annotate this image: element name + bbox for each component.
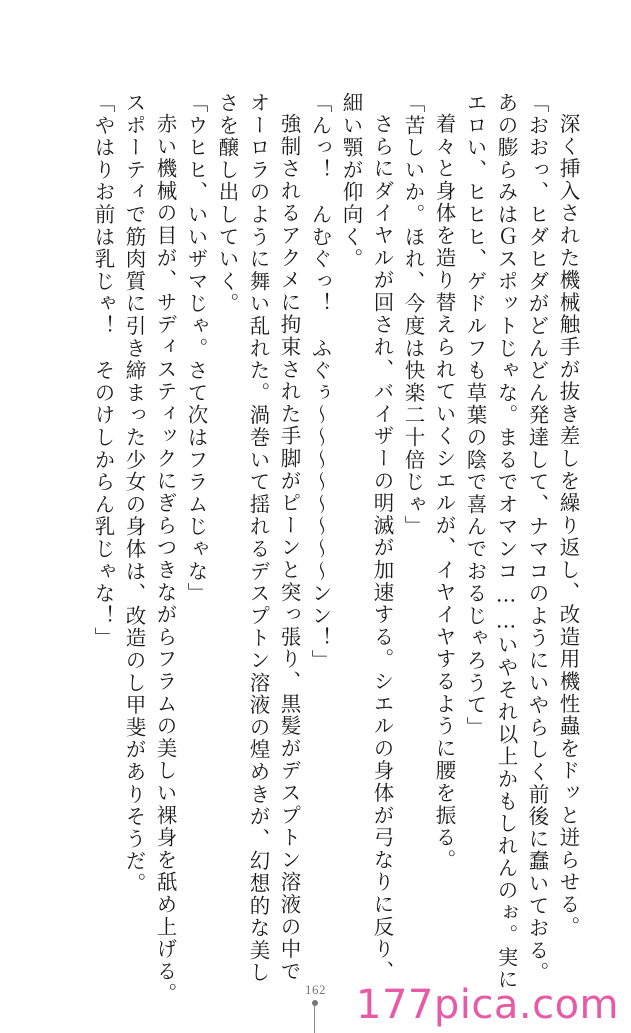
text-line: さらにダイヤルが回され、バイザーの明滅が加速する。シエルの身体が弓なりに反り、 (370, 112, 394, 983)
page-marker-line (314, 1005, 315, 1033)
text-line: あの膨らみはＧスポットじゃな。まるでオマンコ……いやそれ以上かもしれんのぉ。実に (494, 92, 518, 991)
page-marker-decoration (314, 1000, 316, 1033)
text-line: 「やはりお前は乳じゃ！ そのけしからん乳じゃな！」 (91, 92, 115, 650)
text-line: スポーティで筋肉質に引き締まった少女の身体は、改造のし甲斐がありそうだ。 (122, 92, 146, 895)
text-line: 赤い機械の目が、サディスティックにぎらつきながらフラムの美しい裸身を舐め上げる。 (153, 112, 177, 1005)
page-number: 162 (305, 982, 326, 997)
text-line: 着々と身体を造り替えられていくシエルが、イヤイヤするように腰を振る。 (432, 112, 456, 871)
text-line: さを醸し出していく。 (215, 92, 239, 315)
text-line: 強制されるアクメに拘束された手脚がピーンと突っ張り、黒髪がデスプトン溶液の中で (277, 112, 301, 983)
text-line: 細い顎が仰向く。 (339, 92, 363, 271)
text-line: 「おおっ、ヒダヒダがどんどん発達して、ナマコのようにいやらしく前後に蠢いておる。 (525, 92, 549, 984)
page-marker-dot (312, 1000, 318, 1006)
text-line: 深く挿入された機械触手が抜き差しを繰り返し、改造用機性蟲をドッと迸らせる。 (556, 112, 580, 938)
text-line: エロい、ヒヒヒ、ゲドルフも草葉の陰で喜んでおるじゃろうて」 (463, 92, 487, 739)
text-line: 「んっ！ んむぐっ！ ふぐぅ～～～～～～～～ンン！」 (308, 92, 332, 672)
text-line: オーロラのように舞い乱れた。渦巻いて揺れるデスプトン溶液の煌めきが、幻想的な美し (246, 92, 270, 984)
text-line: 「苦しいか。ほれ、今度は快楽二十倍じゃ」 (401, 92, 425, 538)
text-line: 「ウヒヒ、いいザマじゃ。さて次はフラムじゃな」 (184, 92, 208, 605)
watermark: 177pica.com (356, 982, 619, 1028)
